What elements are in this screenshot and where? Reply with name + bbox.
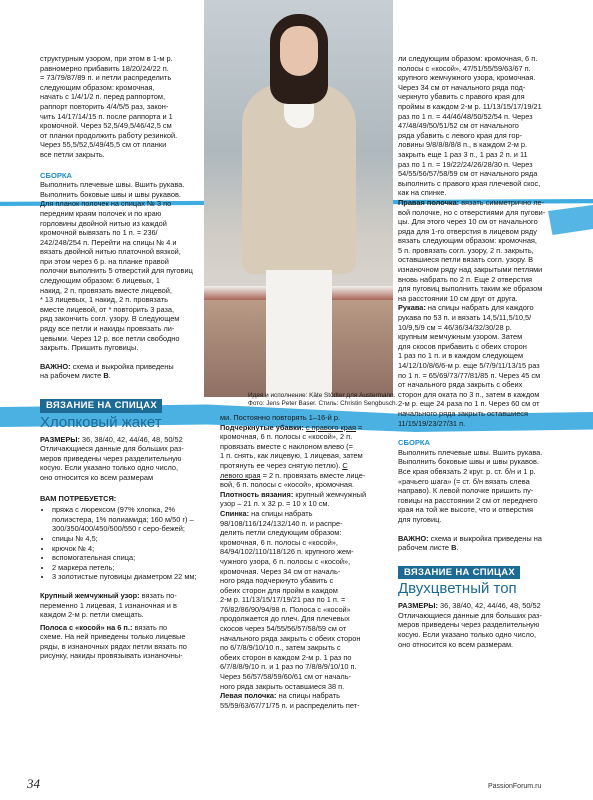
pearl-stitch-label: Крупный жемчужный узор: — [40, 590, 140, 600]
sizes-label: РАЗМЕРЫ: — [40, 434, 80, 444]
density-text: крупный жемчужный узор – 21 п. х 32 р. = 10 х 10 см. — [220, 489, 367, 509]
intro-paragraph: структурным узором, при этом в 1-м р. равномерно прибавить 18/20/24/22 п. = 73/79/87/89 п. и петли распределить следующим образом: кромочная, начать с 1/4/1/2 п. перед раппортом, раппорт повторить 4/4/5/5 раз, закон- чить 14/17/14/15 п. после раппорта и 1 кромочной. Через 52,5/49,5/46/42,5 см от планки продолжить работу резинкой. Через 55,5/52,5/49/45,5 см от планки все петли закрыть. — [40, 54, 178, 159]
decreases-text-1: = кромочная, 6 п. полосы с «косой», 2 п. провязать вместе с наклоном влево (= 1 п. снять, как лицевую, 1 лицевая, затем протянуть ее через снятую петлю). — [220, 422, 363, 470]
column-left — [40, 54, 218, 661]
material-item: • 2 маркера петель; — [52, 563, 218, 573]
right-front-paragraph — [398, 198, 570, 304]
left-front-text: на спицы набрать 55/59/63/67/71/75 п. и распределить пет- — [220, 691, 360, 710]
sizes-label-2: РАЗМЕРЫ: — [398, 601, 438, 611]
material-item: • вспомогательная спица; — [52, 553, 218, 563]
photo-trousers — [266, 270, 332, 397]
assembly-text-2: Выполнить плечевые швы. Вшить рукава. Выполнить боковые швы и швы рукавов. Все края обвязать 2 круг. р. ст. б/н и 1 р. «рачьего шага» (= ст. б/н вязать слева направо). К левой полочке пришить пу- говицы на расстоянии 2 см от переднего края на той же высоте, что и отверстия для пуговиц. — [398, 447, 543, 524]
braid-text: вязать по схеме. На ней приведены только лицевые ряды, в изнаночных рядах петли вязать по рисунку, накиды провязывать изнаночны- — [40, 622, 187, 661]
assembly-text: Выполнить плечевые швы. Вшить рукава. Выполнить боковые швы и швы рукавов. Для планок полочек на спицах № 3 по передним краям полочек и по краю горловины двойной нитью из каждой кромочной вывязать по 1 п. = 236/ 242/248/254 п. Перейти на спицы № 4 и вязать двойной нитью платочной вязкой, при этом через 6 р. на планке правой полочки выполнить 5 отверстий для пуговиц следующим образом: 6 лицевых, 1 накид, 2 п. провязать вместе лицевой, * 13 лицевых, 1 накид, 2 п. провязать вместе лицевой, от * повторить 3 раза, ряд закончить согл. узору. В следующем ряду все петли и накиды провязать ли- цевыми. Через 12 р. все петли свободно закрыть. Пришить пуговицы. — [40, 180, 193, 353]
pearl-stitch-paragraph — [40, 591, 218, 620]
sleeves-paragraph — [398, 303, 570, 428]
pattern-title: Хлопковый жакет — [40, 413, 162, 431]
left-front-continued: ли следующим образом: кромочная, 6 п. полосы с «косой», 47/51/55/59/63/67 п. крупного жемчужного узора, кромочная. Через 34 см от начального ряда под- черкнуто убавить с правого края для проймы в каждом 2-м р. 11/13/15/17/19/21 раз по 1 п. = 44/46/48/50/52/54 п. Через 47/48/49/50/51/52 см от начального ряда убавить с левого края для гор- ловины 9/8/8/8/8/8 п., в каждом 2-м р. закрыть еще 1 раз 3 п., 1 раз 2 п. и 11 раз по 1 п. = 19/22/24/26/28/30 п. Через 54/55/56/57/58/59 см от начального ряда выполнить с правого края плечевой скос, как на спинке. — [398, 54, 542, 198]
right-front-label: Правая полочка: — [398, 197, 460, 207]
decreases-label: Подчеркнутые убавки: — [220, 422, 304, 432]
important-label-2: ВАЖНО: — [398, 533, 429, 543]
important-note: ВАЖНО: схема и выкройка приведены на рабочем листе B. — [40, 361, 174, 381]
braid-label: Полоса с «косой» на 6 п.: — [40, 622, 133, 632]
credit-line-2: Фото: Jens Peter Baser. Стиль: Christin Sengbusch. — [248, 400, 398, 408]
assembly-heading-2: СБОРКА — [398, 438, 431, 448]
sizes-paragraph — [40, 435, 218, 483]
photo-credits — [248, 392, 397, 409]
decreases-paragraph — [220, 423, 392, 490]
important-label: ВАЖНО: — [40, 361, 71, 371]
material-item: • пряжа с люрексом (97% хлопка, 2% полиэстера, 1% полиамида; 160 м/50 г) – 300/350/400/450/500/550 г серо-бежей; — [52, 505, 218, 534]
pearl-stitch-text: вязать по- переменно 1 лицевая, 1 изнаночная и в каждом 2-м р. петли смещать. — [40, 590, 177, 620]
materials-list — [40, 505, 218, 582]
section-banner: ВЯЗАНИЕ НА СПИЦАХ — [40, 399, 162, 413]
materials-heading: ВАМ ПОТРЕБУЕТСЯ: — [40, 493, 117, 503]
material-item: • крючок № 4; — [52, 544, 218, 554]
right-front-text: вязать симметрично ле- вой полочке, но с отверстиями для пугови- цы. Для этого через 10 см от начального ряда для 1-го отверстия в лицевом ряду вязать следующим образом: кромочная, 5 п. провязать согл. узору, 2 п. закрыть, оставшиеся петли вязать согл. узору. В изнаночном ряду над закрытыми петлями вновь набрать по 2 п. Еще 2 отверстия для пуговиц выполнить таким же образом на расстоянии 10 см друг от друга. — [398, 197, 546, 303]
assembly-heading: СБОРКА — [40, 170, 73, 180]
important-note-2: ВАЖНО: схема и выкройка приведены на рабочем листе B. — [398, 533, 542, 553]
back-label: Спинка: — [220, 508, 250, 518]
density-paragraph — [220, 490, 392, 509]
left-front-paragraph — [220, 691, 392, 710]
sizes-text-2: 36, 38/40, 42, 44/46, 48, 50/52 Отличающиеся данные для больших раз- меров приведены через разделительную косую. Если указано только одно число, оно относится ко всем размерам. — [398, 601, 542, 649]
column-right — [398, 54, 570, 649]
material-item: • 3 золотистые пуговицы диаметром 22 мм; — [52, 572, 218, 582]
density-label: Плотность вязания: — [220, 489, 294, 499]
product-photo — [204, 0, 393, 397]
sizes-text: 36, 38/40, 42, 44/46, 48, 50/52 Отличающиеся данные для больших раз- меров приведены через разделительную косую. Если указано только одно число, оно относится ко всем размерам — [40, 434, 184, 482]
sleeves-label: Рукава: — [398, 303, 426, 313]
important-sheet-2: B — [451, 543, 457, 553]
important-text: схема и выкройка приведены на рабочем листе — [40, 361, 174, 381]
sizes-paragraph-2 — [398, 601, 570, 649]
back-text: на спицы набрать 98/108/116/124/132/140 п. и распре- делить петли следующим образом: кромочная, 6 п. полосы с «косой», 84/94/102/110/118/126 п. крупного жем- чужного узора, 6 п. полосы с «косой», кромочная. Через 34 см от началь- ного ряда подчеркнуто убавить с обеих сторон для пройм в каждом 2-м р. 11/13/15/17/19/21 раз по 1 п. = 76/82/86/90/94/98 п. Полоса с «косой» продолжается до плеч. Для плечевых скосов через 54/55/56/57/58/59 см от начального ряда закрыть с обеих сторон по 6/7/8/9/10/10 п., затем закрыть с обеих сторон в каждом 2-м р. 1 раз по 6/7/8/8/9/10 п. и 1 раз по 7/8/8/9/10/10 п. Через 56/57/58/59/60/61 см от началь- ного ряда закрыть оставшиеся 38 п. — [220, 508, 361, 691]
important-sheet: B — [103, 371, 109, 381]
back-paragraph — [220, 509, 392, 691]
braid-paragraph — [40, 623, 218, 661]
material-item: • спицы № 4,5; — [52, 534, 218, 544]
important-text-2: схема и выкройка приведены на рабочем листе — [398, 533, 542, 553]
watermark: PassionForum.ru — [488, 783, 542, 790]
photo-face — [280, 26, 318, 76]
page-number: 34 — [27, 776, 40, 791]
decreases-text-2: = 2 п. провязать вместе лице- вой, 6 п. полосы с «косой», кромочная. — [220, 470, 366, 490]
pattern-title-2: Двухцветный топ — [398, 580, 517, 598]
sleeves-text: на спицы набрать для каждого рукава по 53 п. и вязать 14,5/11,5/10,5/ 10/9,5/9 см = 46/36/34/32/30/28 р. крупным жемчужным узором. Затем для скосов прибавить с обеих сторон 1 раз по 1 п. и в каждом следующем 14/12/10/8/6/6-м р. еще 5/7/9/11/13/15 раз по 1 п. = 65/69/73/77/81/85 п. Через 45 см от начального ряда закрыть с обеих сторон для оката по 3 п., затем в каждом 2-м р. еще 24 раза по 1 п. Через 60 см от начального ряда закрыть оставшиеся 11/15/19/23/27/31 п. — [398, 303, 541, 428]
decrease-left-link: С левого края — [220, 460, 348, 480]
column-middle — [220, 413, 392, 710]
left-front-label: Левая полочка: — [220, 691, 277, 701]
credit-line-1: Идея и исполнение: Käte Stödter для Austermann. — [248, 392, 396, 399]
section-banner-2: ВЯЗАНИЕ НА СПИЦАХ — [398, 566, 520, 580]
decrease-right-link: с правого края — [305, 422, 356, 432]
braid-continued: ми. Постоянно повторять 1–16-й р. — [220, 413, 341, 422]
